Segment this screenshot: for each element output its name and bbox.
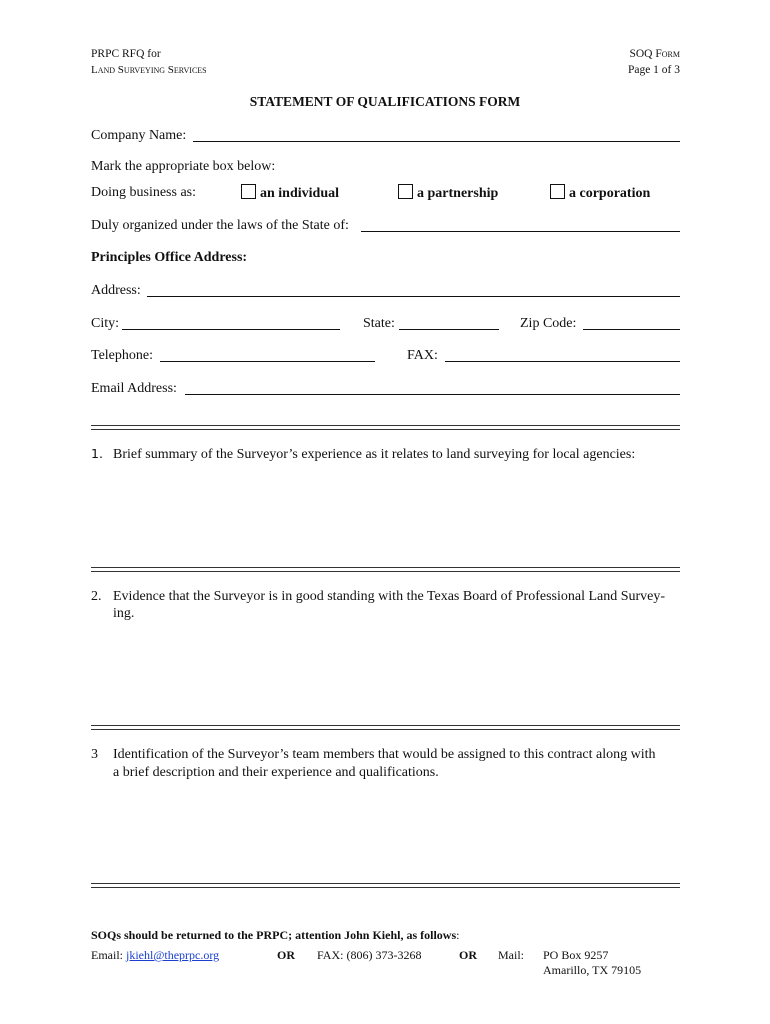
mail-label: Mail: — [498, 948, 524, 962]
telephone-label: Telephone: — [91, 348, 153, 363]
email-link[interactable]: jkiehl@theprpc.org — [126, 948, 220, 962]
option-corporation[interactable] — [550, 184, 650, 203]
duly-organized-label: Duly organized under the laws of the State of: — [91, 218, 349, 233]
header-page-number: Page 1 of 3 — [627, 64, 680, 76]
mark-box-instruction: Mark the appropriate box below: — [91, 159, 276, 174]
header-right-line1: SOQ Form — [629, 48, 680, 60]
address-field[interactable] — [147, 296, 680, 297]
question-3-text-line2: a brief description and their experience and qualifications. — [113, 765, 439, 780]
return-instructions-text: SOQs should be returned to the PRPC; attention John Kiehl, as follows — [91, 928, 457, 942]
email-field[interactable] — [185, 394, 680, 395]
checkbox-icon[interactable] — [398, 184, 413, 199]
header-left-line1: PRPC RFQ for — [91, 48, 161, 60]
return-instructions — [91, 928, 459, 943]
state-field[interactable] — [399, 329, 499, 330]
option-individual[interactable] — [241, 184, 339, 203]
option-partnership-label: a partnership — [417, 186, 499, 201]
mail-address-line2: Amarillo, TX 79105 — [543, 963, 642, 977]
option-individual-label: an individual — [260, 186, 339, 201]
question-2-number: 2. — [91, 589, 102, 604]
question-2-text-line1: Evidence that the Surveyor is in good standing with the Texas Board of Professional Land Survey- — [113, 589, 666, 604]
principles-office-heading: Principles Office Address: — [91, 250, 248, 265]
city-field[interactable] — [122, 329, 340, 330]
return-instructions-colon: : — [456, 928, 460, 942]
company-name-label: Company Name: — [91, 128, 187, 143]
option-partnership[interactable] — [398, 184, 498, 203]
zip-label: Zip Code: — [520, 316, 577, 331]
fax-contact: FAX: (806) 373-3268 — [317, 948, 422, 962]
or-separator-2: OR — [459, 948, 477, 962]
mail-address-line1: PO Box 9257 — [543, 948, 609, 962]
doing-business-label: Doing business as: — [91, 185, 196, 200]
section-divider — [91, 883, 680, 888]
question-1-text: Brief summary of the Surveyor’s experience as it relates to land surveying for local agencies: — [113, 447, 636, 462]
address-label: Address: — [91, 283, 141, 298]
city-label: City: — [91, 316, 120, 331]
question-3-number: 3 — [91, 747, 98, 762]
telephone-field[interactable] — [160, 361, 375, 362]
option-corporation-label: a corporation — [569, 186, 651, 201]
question-1-number: 1. — [91, 446, 103, 461]
section-divider — [91, 725, 680, 730]
section-divider — [91, 567, 680, 572]
page-title: STATEMENT OF QUALIFICATIONS FORM — [249, 94, 521, 109]
question-3-text-line1: Identification of the Surveyor’s team members that would be assigned to this contract along with — [113, 747, 656, 762]
section-divider — [91, 425, 680, 430]
company-name-field[interactable] — [193, 141, 680, 142]
question-1-answer-area[interactable] — [91, 470, 680, 565]
question-2-answer-area[interactable] — [91, 628, 680, 723]
question-2-text-line2: ing. — [113, 606, 135, 621]
zip-field[interactable] — [583, 329, 680, 330]
email-contact-label: Email: — [91, 948, 123, 962]
checkbox-icon[interactable] — [550, 184, 565, 199]
fax-field[interactable] — [445, 361, 680, 362]
fax-label: FAX: — [407, 348, 438, 363]
header-left-line2: Land Surveying Services — [91, 64, 207, 76]
state-label: State: — [363, 316, 395, 331]
checkbox-icon[interactable] — [241, 184, 256, 199]
email-label: Email Address: — [91, 381, 177, 396]
email-contact — [91, 948, 219, 963]
or-separator-1: OR — [277, 948, 295, 962]
state-of-organization-field[interactable] — [361, 231, 680, 232]
question-3-answer-area[interactable] — [91, 788, 680, 880]
